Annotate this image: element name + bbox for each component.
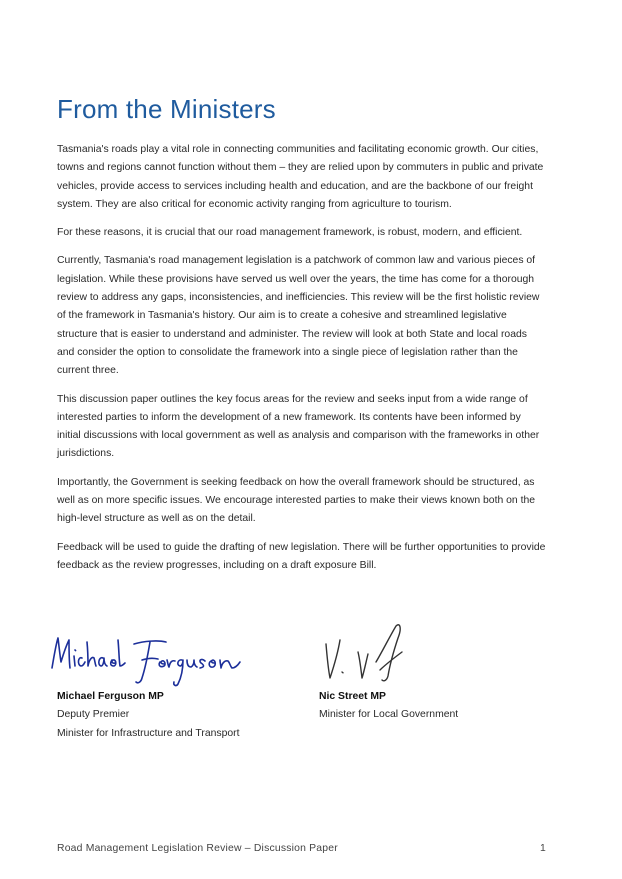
footer-document-title: Road Management Legislation Review – Discussion Paper bbox=[57, 843, 338, 854]
page-title: From the Ministers bbox=[57, 94, 276, 124]
paragraph: Currently, Tasmania's road management legislation is a patchwork of common law and various pieces of legislation. While these provisions have served us well over the years, the time has come for a thorough review to address any gaps, inconsistencies, and inefficiencies. This review will be the first holistic review of the framework in Tasmania's history. Our aim is to create a cohesive and streamlined legislative structure that is easier to understand and administer. The review will look at both State and local roads and consider the option to consolidate the framework into a single piece of legislation rather than the current three. bbox=[57, 255, 540, 377]
paragraph: Feedback will be used to guide the drafting of new legislation. There will be further opportunities to provide feedback as the review progresses, including on a draft exposure Bill. bbox=[57, 541, 546, 571]
paragraph: Importantly, the Government is seeking feedback on how the overall framework should be structured, as well as on more specific issues. We encourage interested parties to make their views known both on the high-level structure as well as on the detail. bbox=[57, 476, 536, 525]
paragraph: For these reasons, it is crucial that our road management framework, is robust, modern, and efficient. bbox=[57, 227, 523, 239]
signature-nic-street bbox=[318, 622, 418, 686]
page-footer bbox=[57, 843, 546, 854]
page-number: 1 bbox=[540, 843, 546, 854]
signature-michael-ferguson bbox=[48, 632, 244, 688]
signatory-block-right bbox=[319, 688, 458, 725]
signatory-role: Minister for Local Government bbox=[319, 709, 459, 721]
signatory-block-left bbox=[57, 688, 240, 743]
signatory-role: Minister for Infrastructure and Transport bbox=[57, 727, 240, 739]
body-text bbox=[57, 141, 547, 585]
paragraph: Tasmania's roads play a vital role in connecting communities and facilitating economic growth. Our cities, towns and regions cannot function without them – they are relied upon by commuters in public and private vehicles, provide access to services including health and education, and are the backbone of our freight system. They are also critical for economic activity ranging from agriculture to tourism. bbox=[57, 144, 544, 210]
paragraph: This discussion paper outlines the key focus areas for the review and seeks input from a wide range of interested parties to inform the development of a new framework. Its contents have been informed by initial discussions with local government as well as analysis and comparison with the frameworks in other jurisdictions. bbox=[57, 393, 540, 460]
signatory-name: Nic Street MP bbox=[319, 691, 386, 702]
signatory-name: Michael Ferguson MP bbox=[57, 691, 164, 702]
signatory-role: Deputy Premier bbox=[57, 709, 130, 721]
